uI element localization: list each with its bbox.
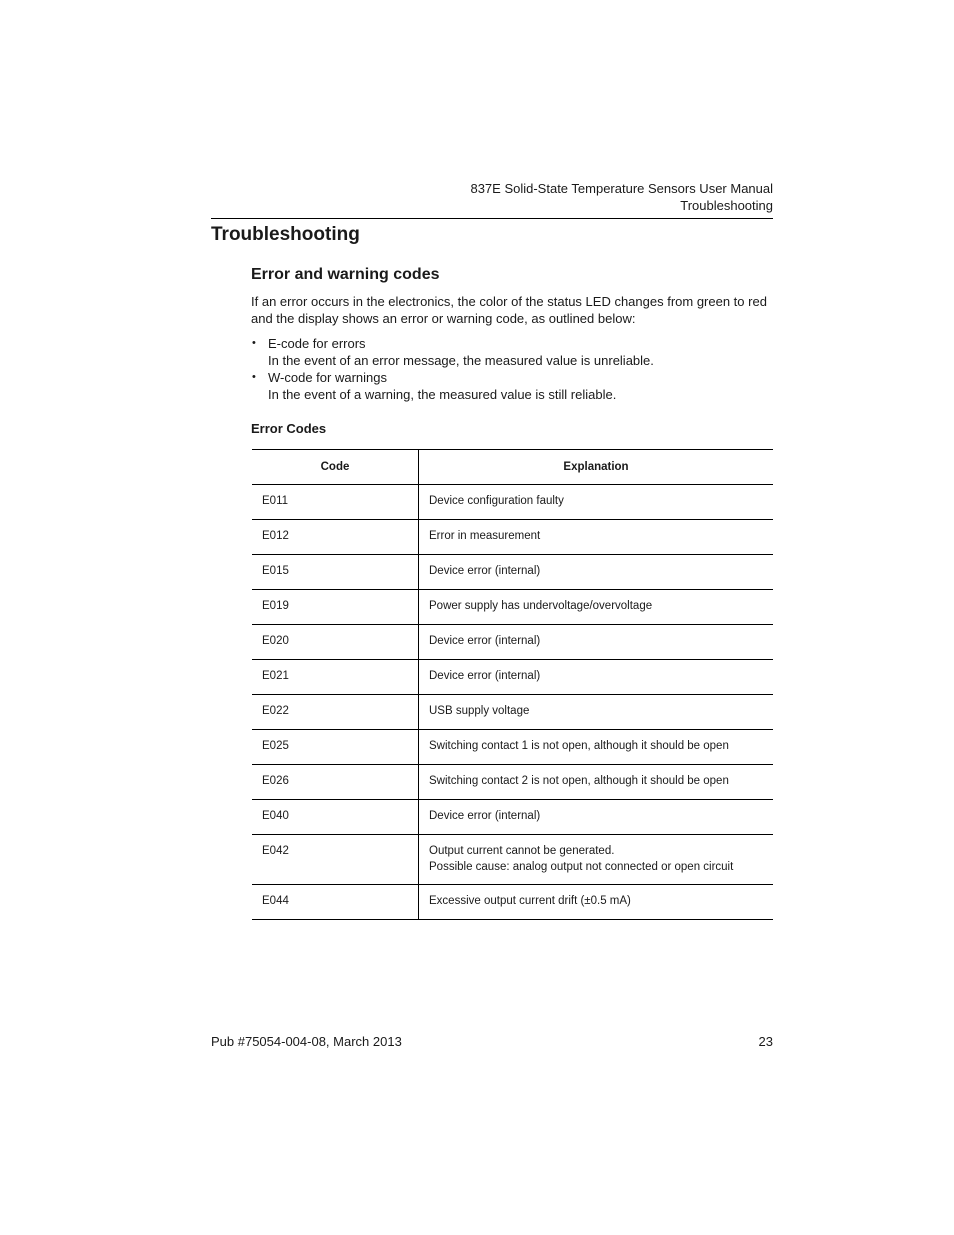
error-code: E012	[252, 520, 419, 555]
error-code: E021	[252, 660, 419, 695]
intro-paragraph: If an error occurs in the electronics, the color of the status LED changes from green to red and the display shows an error or warning code, as outlined below:	[251, 294, 767, 326]
table-row	[252, 885, 773, 920]
table-row	[252, 520, 773, 555]
code-type-list	[251, 335, 776, 403]
error-code: E042	[252, 835, 419, 885]
error-explanation	[419, 590, 774, 625]
error-explanation	[419, 730, 774, 765]
table-row	[252, 765, 773, 800]
table-row	[252, 590, 773, 625]
manual-title: 837E Solid-State Temperature Sensors User Manual	[470, 181, 773, 196]
error-code: E044	[252, 885, 419, 920]
error-explanation	[419, 765, 774, 800]
list-item	[251, 369, 776, 403]
error-code: E022	[252, 695, 419, 730]
header-divider	[211, 218, 773, 219]
explanation-line: Output current cannot be generated.	[429, 845, 615, 857]
table-row	[252, 695, 773, 730]
error-code: E011	[252, 485, 419, 520]
explanation-line: Device error (internal)	[429, 810, 541, 822]
explanation-line: Device error (internal)	[429, 670, 541, 682]
explanation-line: USB supply voltage	[429, 705, 530, 717]
bullet-label: E-code for errors	[268, 336, 366, 351]
error-code: E020	[252, 625, 419, 660]
explanation-line: Device configuration faulty	[429, 495, 564, 507]
error-code: E025	[252, 730, 419, 765]
bullet-label: W-code for warnings	[268, 370, 387, 385]
error-explanation	[419, 885, 774, 920]
table-row	[252, 485, 773, 520]
table-row	[252, 730, 773, 765]
explanation-line: Possible cause: analog output not connected or open circuit	[429, 861, 734, 873]
column-header-code: Code	[252, 450, 419, 485]
explanation-line: Excessive output current drift (±0.5 mA)	[429, 895, 631, 907]
table-row	[252, 660, 773, 695]
table-body	[252, 485, 773, 920]
error-code: E015	[252, 555, 419, 590]
publication-info: Pub #75054-004-08, March 2013	[211, 1034, 402, 1049]
page-title: Troubleshooting	[211, 224, 360, 245]
error-codes-table	[252, 449, 773, 920]
explanation-line: Device error (internal)	[429, 635, 541, 647]
explanation-line: Error in measurement	[429, 530, 541, 542]
error-code: E019	[252, 590, 419, 625]
explanation-line: Power supply has undervoltage/overvoltage	[429, 600, 653, 612]
page-number: 23	[758, 1034, 773, 1049]
error-explanation	[419, 625, 774, 660]
running-header	[470, 180, 773, 214]
explanation-line: Switching contact 1 is not open, although it should be open	[429, 740, 729, 752]
error-code: E026	[252, 765, 419, 800]
table-row	[252, 835, 773, 885]
table-caption: Error Codes	[251, 421, 327, 436]
error-explanation	[419, 800, 774, 835]
table-row	[252, 800, 773, 835]
bullet-detail: In the event of a warning, the measured value is still reliable.	[268, 387, 617, 402]
error-explanation	[419, 660, 774, 695]
list-item	[251, 335, 776, 369]
column-header-explanation: Explanation	[419, 450, 774, 485]
error-explanation	[419, 835, 774, 885]
table-row	[252, 555, 773, 590]
error-code: E040	[252, 800, 419, 835]
explanation-line: Switching contact 2 is not open, although it should be open	[429, 775, 729, 787]
section-title: Error and warning codes	[251, 266, 440, 283]
error-explanation	[419, 520, 774, 555]
table-header-row	[252, 450, 773, 485]
bullet-detail: In the event of an error message, the measured value is unreliable.	[268, 353, 654, 368]
error-explanation	[419, 695, 774, 730]
error-explanation	[419, 485, 774, 520]
table-row	[252, 625, 773, 660]
explanation-line: Device error (internal)	[429, 565, 541, 577]
chapter-name: Troubleshooting	[680, 198, 773, 213]
error-explanation	[419, 555, 774, 590]
